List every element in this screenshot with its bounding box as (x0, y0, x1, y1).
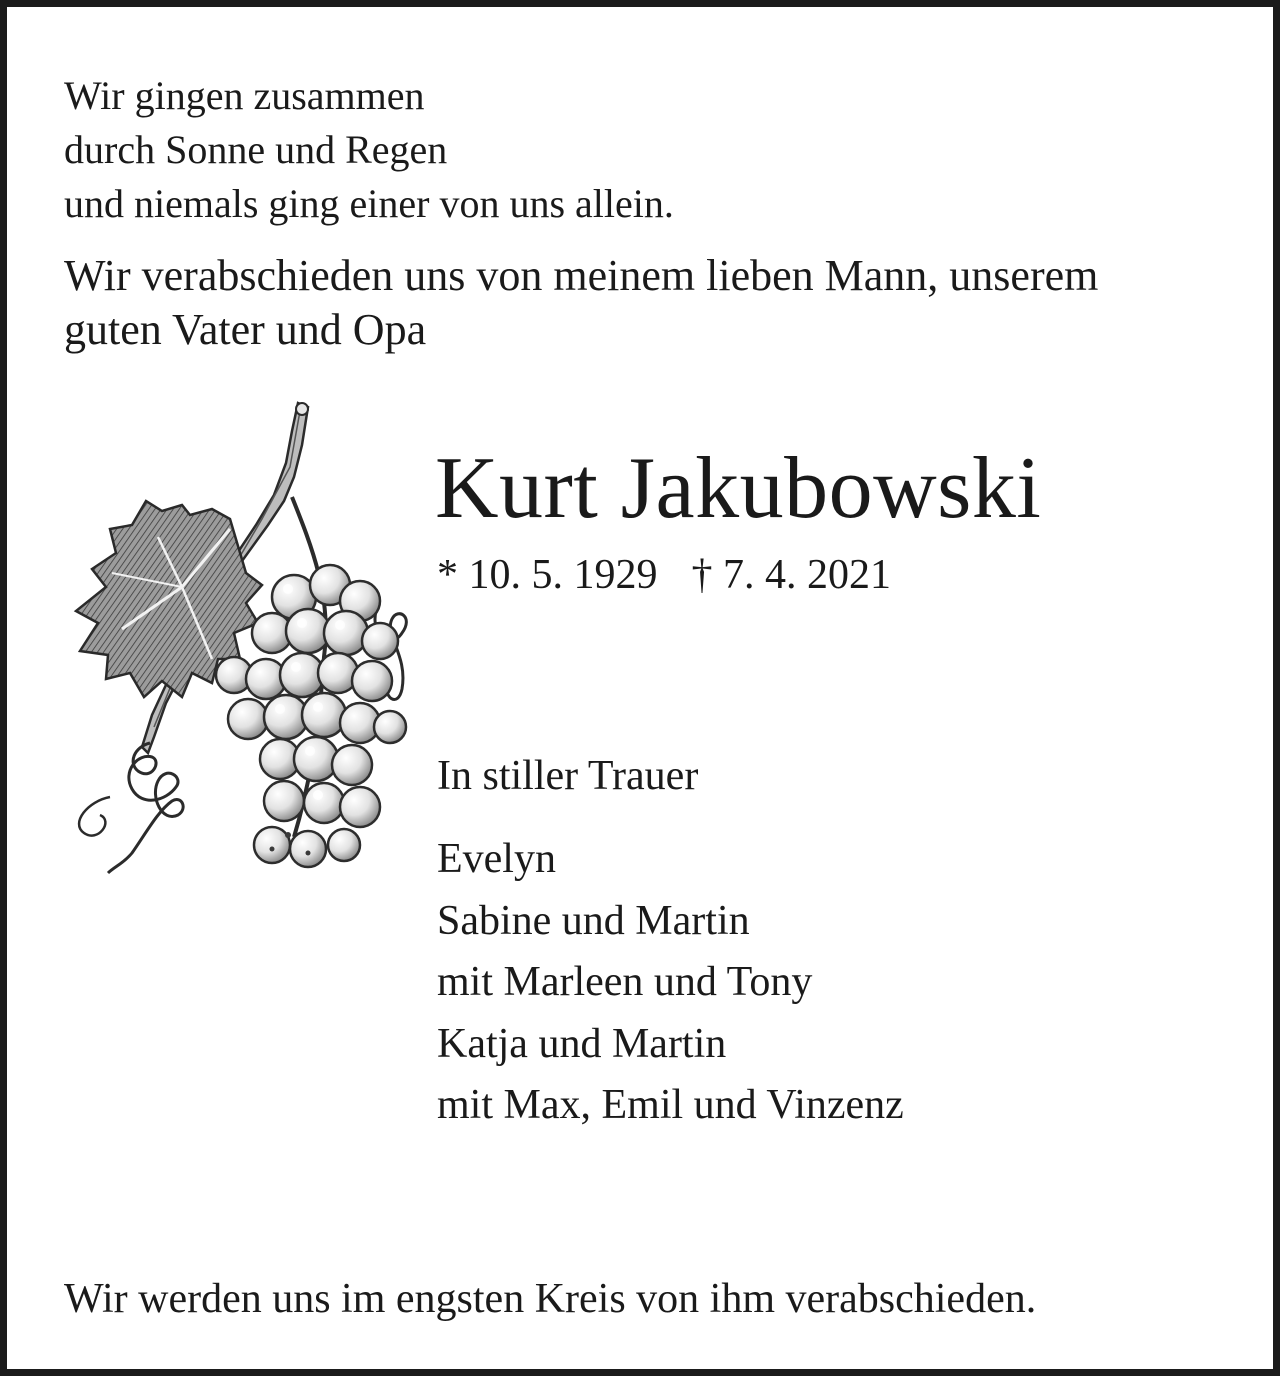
closing-note: Wir werden uns im engsten Kreis von ihm verabschieden. (64, 1276, 1037, 1322)
poem-line-1: Wir gingen zusammen (64, 73, 425, 118)
family-member-4: Katja und Martin (437, 1020, 727, 1067)
deceased-name: Kurt Jakubowski (435, 440, 1042, 537)
farewell-intro (64, 249, 1244, 357)
birth-date: * 10. 5. 1929 (437, 552, 658, 598)
grapevine-icon (62, 397, 422, 897)
family-member-1: Evelyn (437, 836, 556, 882)
family-member-3: mit Marleen und Tony (437, 959, 813, 1005)
death-date: † 7. 4. 2021 (691, 552, 891, 598)
intro-line-1: Wir verabschieden uns von meinem lieben Mann, unserem (64, 251, 1099, 300)
mourning-heading: In stiller Trauer (437, 753, 699, 799)
intro-line-2: guten Vater und Opa (64, 305, 427, 354)
poem-line-2: durch Sonne und Regen (64, 127, 448, 172)
family-list (437, 829, 904, 1137)
family-member-2: Sabine und Martin (437, 897, 750, 944)
life-dates (437, 547, 891, 603)
family-member-5: mit Max, Emil und Vinzenz (437, 1082, 904, 1128)
poem (64, 69, 674, 231)
poem-line-3: und niemals ging einer von uns allein. (64, 181, 674, 226)
